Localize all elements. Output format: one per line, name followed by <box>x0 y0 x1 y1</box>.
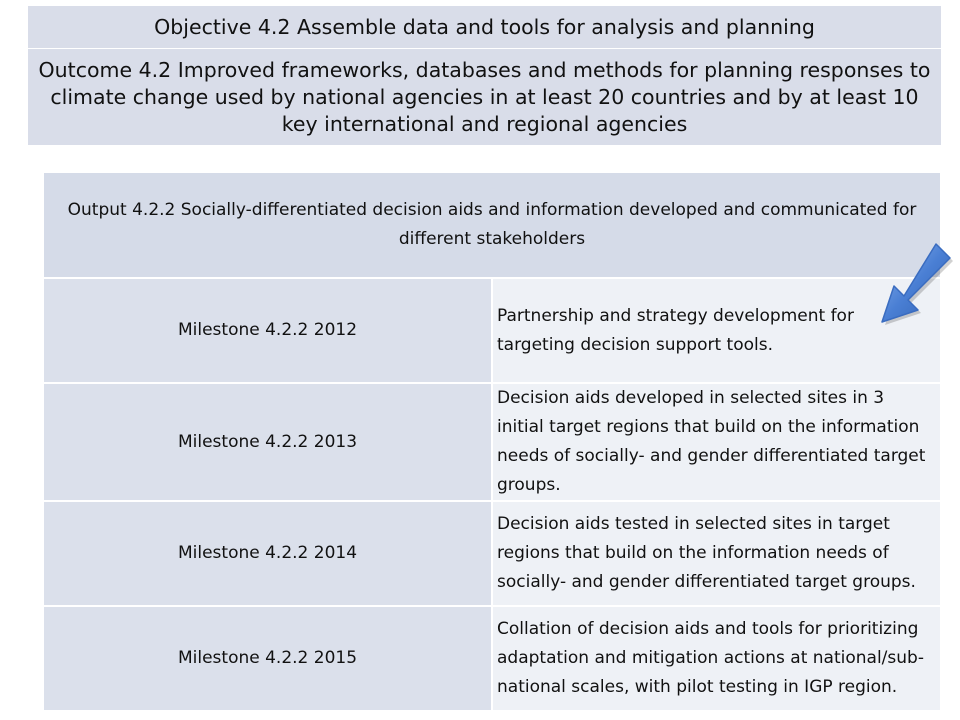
milestones-table <box>42 171 942 712</box>
milestone-description: Partnership and strategy development for targeting decision support tools. <box>492 278 941 383</box>
outcome-text: Outcome 4.2 Improved frameworks, databases and methods for planning responses to climate change used by national agencies in at least 20 countries and by at least 10 key international and regional agencies <box>28 49 942 146</box>
milestone-row <box>43 383 941 501</box>
milestone-description: Collation of decision aids and tools for prioritizing adaptation and mitigation actions at national/sub-national scales, with pilot testing in IGP region. <box>492 606 941 711</box>
output-text: Output 4.2.2 Socially-differentiated decision aids and information developed and communicated for different stakeholders <box>43 172 941 278</box>
milestone-label: Milestone 4.2.2 2013 <box>43 383 492 501</box>
outcome-row <box>28 49 942 146</box>
milestone-label: Milestone 4.2.2 2012 <box>43 278 492 383</box>
output-row <box>43 172 941 278</box>
objective-text: Objective 4.2 Assemble data and tools for analysis and planning <box>28 6 942 49</box>
milestone-label: Milestone 4.2.2 2015 <box>43 606 492 711</box>
objective-outcome-table <box>27 5 942 146</box>
milestone-description: Decision aids tested in selected sites in target regions that build on the information needs of socially- and gender differentiated target groups. <box>492 501 941 606</box>
arrow-down-left-icon <box>870 238 960 333</box>
milestone-row <box>43 501 941 606</box>
milestone-description: Decision aids developed in selected sites in 3 initial target regions that build on the information needs of socially- and gender differentiated target groups. <box>492 383 941 501</box>
milestone-row <box>43 606 941 711</box>
milestone-row <box>43 278 941 383</box>
objective-row <box>28 6 942 49</box>
milestone-label: Milestone 4.2.2 2014 <box>43 501 492 606</box>
